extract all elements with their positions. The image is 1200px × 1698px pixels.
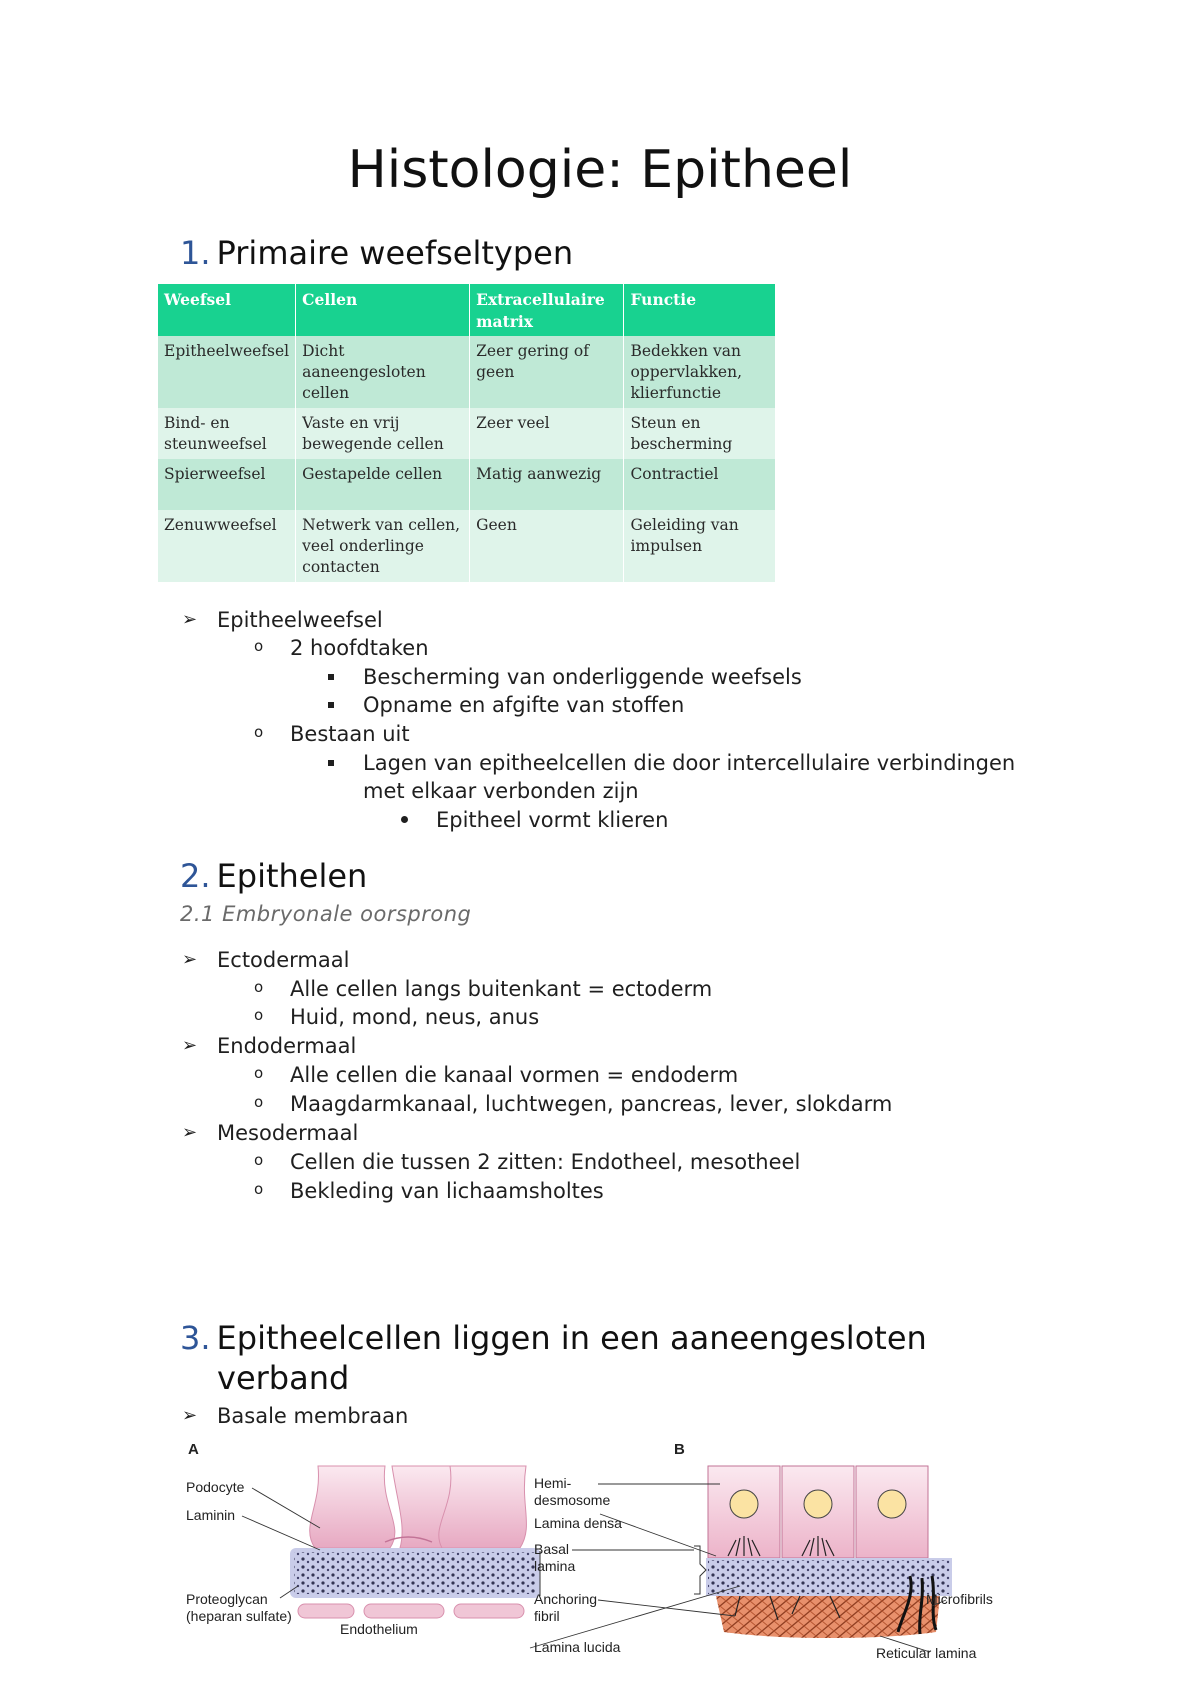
- table-cell: Epitheelweefsel: [158, 336, 296, 408]
- arrow-bullet-icon: ➢: [182, 609, 198, 630]
- table-cell: Dicht aaneengesloten cellen: [296, 336, 470, 408]
- table-cell: Matig aanwezig: [470, 459, 624, 510]
- table-header-row: [158, 284, 776, 336]
- list-item: Epitheel vormt klieren: [436, 808, 669, 832]
- section-title: Primaire weefseltypen: [216, 234, 574, 272]
- page-title: Histologie: Epitheel: [347, 140, 853, 200]
- label-hemidesmosome-1: Hemi-: [534, 1475, 572, 1491]
- table-cell: Spierweefsel: [158, 459, 296, 510]
- circle-bullet-icon: o: [254, 1006, 264, 1024]
- circle-bullet-icon: o: [254, 1064, 264, 1082]
- endothelium-cell-shape: [364, 1604, 444, 1618]
- table-row: [158, 510, 776, 582]
- subsection-heading: 2.1 Embryonale oorsprong: [180, 902, 472, 926]
- podocyte-foot-shape: [439, 1466, 527, 1548]
- label-basal-2: lamina: [534, 1558, 576, 1574]
- label-laminin: Laminin: [186, 1507, 236, 1523]
- label-microfibrils: Microfibrils: [926, 1591, 993, 1607]
- tissue-types-table: [158, 284, 776, 582]
- list-item: Ectodermaal: [217, 948, 350, 972]
- section-heading-1: [180, 234, 573, 272]
- square-bullet-icon: [328, 702, 334, 708]
- panel-a-label: A: [188, 1441, 199, 1458]
- list-item: Opname en afgifte van stoffen: [363, 693, 685, 717]
- nucleus-shape: [804, 1490, 832, 1518]
- section-title: Epitheelcellen liggen in een aaneengesloten: [216, 1319, 927, 1357]
- circle-bullet-icon: o: [254, 1180, 264, 1198]
- table-cell: Bedekken van oppervlakken, klierfunctie: [624, 336, 776, 408]
- section-number: 2.: [180, 857, 211, 895]
- arrow-bullet-icon: ➢: [182, 1405, 198, 1426]
- arrow-bullet-icon: ➢: [182, 1122, 198, 1143]
- table-header-cell: Weefsel: [158, 284, 296, 336]
- table-cell: Contractiel: [624, 459, 776, 510]
- list-item: Basale membraan: [217, 1404, 409, 1428]
- table-header-cell: Cellen: [296, 284, 470, 336]
- list-item: Cellen die tussen 2 zitten: Endotheel, mesotheel: [290, 1150, 801, 1174]
- table-cell: Gestapelde cellen: [296, 459, 470, 510]
- circle-bullet-icon: o: [254, 637, 264, 655]
- bracket-line: [694, 1546, 706, 1594]
- arrow-bullet-icon: ➢: [182, 949, 198, 970]
- table-cell: Bind- en steunweefsel: [158, 408, 296, 459]
- section-title-continuation: verband: [217, 1359, 350, 1397]
- list-item: 2 hoofdtaken: [290, 636, 429, 660]
- square-bullet-icon: [328, 760, 334, 766]
- label-anchoring-1: Anchoring: [534, 1591, 598, 1607]
- basal-lamina-texture-a: [294, 1552, 536, 1594]
- list-item: Alle cellen die kanaal vormen = endoderm: [290, 1063, 739, 1087]
- square-bullet-icon: [328, 674, 334, 680]
- table-header-cell: Extracellulaire matrix: [470, 284, 624, 336]
- section-title: Epithelen: [216, 857, 368, 895]
- table-cell: Geen: [470, 510, 624, 582]
- label-anchoring-2: fibril: [534, 1608, 560, 1624]
- table-header-cell: Functie: [624, 284, 776, 336]
- circle-bullet-icon: o: [254, 978, 264, 996]
- table-cell: Geleiding van impulsen: [624, 510, 776, 582]
- table-cell: Zeer veel: [470, 408, 624, 459]
- basal-lamina-texture-b: [708, 1560, 950, 1594]
- list-item: Epitheelweefsel: [217, 608, 383, 632]
- list-item: Bestaan uit: [290, 722, 410, 746]
- section-heading-3: [180, 1319, 927, 1357]
- list-item-continuation: met elkaar verbonden zijn: [363, 779, 639, 803]
- table-cell: Steun en bescherming: [624, 408, 776, 459]
- dot-bullet-icon: [401, 816, 408, 823]
- list-item: Bescherming van onderliggende weefsels: [363, 665, 802, 689]
- section-number: 3.: [180, 1319, 211, 1357]
- table-row: [158, 408, 776, 459]
- table-row: [158, 336, 776, 408]
- section-heading-2: [180, 857, 367, 895]
- list-item: Bekleding van lichaamsholtes: [290, 1179, 604, 1203]
- label-heparan: (heparan sulfate): [186, 1608, 292, 1624]
- reticular-lamina-texture: [716, 1596, 940, 1638]
- circle-bullet-icon: o: [254, 1151, 264, 1169]
- endothelium-cell-shape: [298, 1604, 354, 1618]
- list-item: Endodermaal: [217, 1034, 357, 1058]
- label-reticular-lamina: Reticular lamina: [876, 1645, 977, 1661]
- circle-bullet-icon: o: [254, 1093, 264, 1111]
- panel-b-label: B: [674, 1441, 685, 1458]
- arrow-bullet-icon: ➢: [182, 1035, 198, 1056]
- label-lamina-lucida: Lamina lucida: [534, 1639, 621, 1655]
- label-podocyte: Podocyte: [186, 1479, 245, 1495]
- list-item: Maagdarmkanaal, luchtwegen, pancreas, lever, slokdarm: [290, 1092, 893, 1116]
- list-item: Alle cellen langs buitenkant = ectoderm: [290, 977, 713, 1001]
- circle-bullet-icon: o: [254, 723, 264, 741]
- table-cell: Zeer gering of geen: [470, 336, 624, 408]
- nucleus-shape: [878, 1490, 906, 1518]
- podocyte-foot-shape: [310, 1466, 395, 1548]
- table-cell: Netwerk van cellen, veel onderlinge contacten: [296, 510, 470, 582]
- endothelium-cell-shape: [454, 1604, 524, 1618]
- list-item: Huid, mond, neus, anus: [290, 1005, 540, 1029]
- list-item: Mesodermaal: [217, 1121, 359, 1145]
- label-hemidesmosome-2: desmosome: [534, 1492, 611, 1508]
- leader-line: [252, 1488, 320, 1528]
- label-proteoglycan: Proteoglycan: [186, 1591, 268, 1607]
- label-lamina-densa: Lamina densa: [534, 1515, 622, 1531]
- section-number: 1.: [180, 234, 211, 272]
- list-item: Lagen van epitheelcellen die door intercellulaire verbindingen: [363, 751, 1016, 775]
- basal-membrane-figure: [180, 1436, 1010, 1688]
- table-cell: Zenuwweefsel: [158, 510, 296, 582]
- label-endothelium: Endothelium: [340, 1621, 418, 1637]
- nucleus-shape: [730, 1490, 758, 1518]
- table-row: [158, 459, 776, 510]
- label-basal-1: Basal: [534, 1541, 570, 1557]
- table-cell: Vaste en vrij bewegende cellen: [296, 408, 470, 459]
